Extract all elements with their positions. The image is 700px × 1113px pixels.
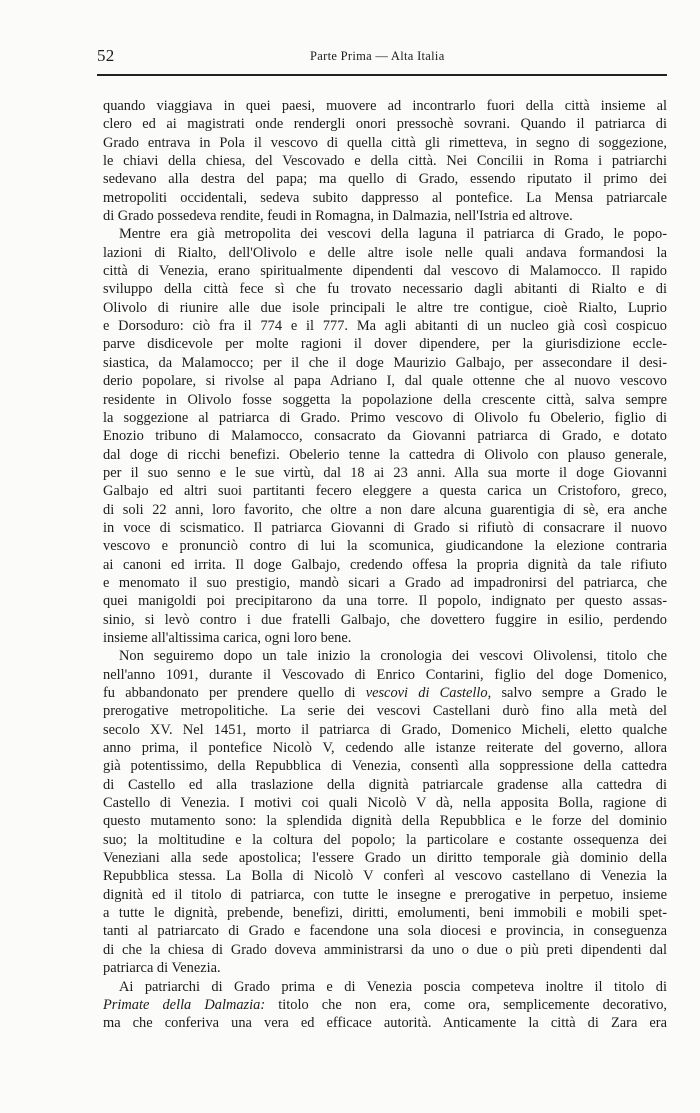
text-line: dignità ed il titolo di patriarca, con tutte le insegne e prerogative in perpetuo, insieme (103, 886, 667, 903)
text-line: Grado entrava in Pola il vescovo di quella città gli rimetteva, in segno di soggezione, (103, 134, 667, 151)
paragraph (103, 225, 667, 647)
text-line: sinio, si levò contro i due fratelli Galbajo, che dovettero fuggire in esilio, perdendo (103, 611, 667, 628)
running-head-title: Parte Prima — Alta Italia (310, 49, 445, 63)
text-line: e Dorsoduro: ciò fra il 774 e il 777. Ma agli abitanti di un nucleo già così cospicuo (103, 318, 667, 335)
text-line: e menomato il suo prestigio, mandò sicari a Grado ad impadronirsi del patriarca, che (103, 574, 667, 591)
text-line: di Castello ed alla traslazione della dignità patriarcale gradense alla cattedra di (103, 776, 667, 793)
text-fragment: titolo che non era, come ora, semplicemente decorativo, (265, 996, 667, 1013)
text-line: nell'anno 1091, durante il Vescovado di Enrico Contarini, figlio del doge Domenico, (103, 666, 667, 683)
text-line: Ai patriarchi di Grado prima e di Venezia poscia competeva inoltre il titolo di (119, 978, 667, 995)
text-line: sedevano alla destra del papa; ma quello di Grado, essendo riputato il primo dei (103, 171, 667, 188)
page-number: 52 (97, 46, 115, 65)
text-line: Galbajo ed altri suoi partitanti fecero eleggere a questa carica un Cristoforo, greco, (103, 483, 667, 500)
text-line: Non seguiremo dopo un tale inizio la cronologia dei vescovi Olivolensi, titolo che (119, 648, 667, 665)
text-line: residente in Olivolo fosse soggetta la popolazione della crescente città, salva sempre (103, 391, 667, 408)
text-line (103, 996, 667, 1014)
text-line: lazioni di Rialto, dell'Olivolo e delle altre isole nelle quali andava formandosi la (103, 244, 667, 261)
text-line: le chiavi della chiesa, del Vescovado e della città. Nei Concilii in Roma i patriarchi (103, 153, 667, 170)
text-line: vescovo e pronunciò contro di lui la scomunica, giudicandone la elezione contraria (103, 538, 667, 555)
paragraph (103, 978, 667, 1033)
text-line: quando viaggiava in quei paesi, muovere ad incontrarlo fuori della città insieme al (103, 98, 667, 114)
text-line: clero ed ai magistrati onde rendergli onori pressochè sovrani. Quando il patriarca di (103, 116, 667, 133)
text-line: Olivolo di riunire alle due isole principali le altre tre contigue, cioè Rialto, Luprio (103, 299, 667, 316)
text-line: ai canoni ed irrita. Il doge Galbajo, credendo offesa la propria dignità da tale rifiuto (103, 556, 667, 573)
text-line: a tutte le dignità, prebende, benefizi, diritti, emolumenti, beni immobili e mobili spet- (103, 905, 667, 922)
text-line: Veneziani alla sede apostolica; l'essere Grado un diritto temporale già dominio della (103, 850, 667, 867)
text-line: anno prima, il pontefice Nicolò V, cedendo alle istanze reiterate del governo, allora (103, 740, 667, 757)
text-line: Castello di Venezia. I motivi coi quali Nicolò V dà, nella apposita Bolla, ragione di (103, 795, 667, 812)
header-rule (97, 74, 667, 76)
text-line: ma che conferiva una vera ed efficace autorità. Anticamente la città di Zara era (103, 1015, 667, 1032)
text-line: città di Venezia, erano spiritualmente dipendenti dal vescovo di Malamocco. Il rapido (103, 263, 667, 280)
text-line: tanti al patriarcato di Grado e facendone una sola diocesi e provincia, in conseguenza (103, 923, 667, 940)
text-line: Mentre era già metropolita dei vescovi della laguna il patriarca di Grado, le popo- (119, 226, 667, 243)
paragraph (103, 647, 667, 977)
text-line: suo; la moltitudine e la coltura del popolo; la particolare e costante ossequenza dei (103, 831, 667, 848)
text-line: già potentissimo, della Repubblica di Venezia, consentì alla soppressione della cattedra (103, 758, 667, 775)
text-line: questo mutamento sono: la splendida dignità della Repubblica e le forze del dominio (103, 813, 667, 830)
text-line: secolo XV. Nel 1451, morto il patriarca di Grado, Domenico Micheli, eletto qualche (103, 721, 667, 738)
text-line: parve disdicevole per molte ragioni il dover dipendere, per la giurisdizione eccle- (103, 336, 667, 353)
text-line: insieme all'altissima carica, ogni loro bene. (103, 629, 352, 646)
text-line: siastica, da Malamocco; per il che il doge Maurizio Galbajo, per assecondare il desi- (103, 354, 667, 371)
text-line: patriarca di Venezia. (103, 960, 221, 977)
italic-term: vescovi di Castello (365, 685, 488, 701)
running-head (97, 44, 667, 72)
paragraph (103, 97, 667, 225)
text-line: Repubblica stessa. La Bolla di Nicolò V conferì al vescovo castellano di Venezia la (103, 868, 667, 885)
text-line: la soggezione al patriarca di Grado. Primo vescovo di Olivolo fu Obelerio, figlio di (103, 409, 667, 426)
text-line: di che la chiesa di Grado doveva amministrarsi da uno o due o più preti dipendenti dal (103, 941, 667, 958)
italic-term: Primate della Dalmazia: (103, 996, 266, 1013)
text-fragment: fu abbandonato per prendere quello di (103, 685, 356, 701)
text-line: di Grado possedeva rendite, feudi in Romagna, in Dalmazia, nell'Istria ed altrove. (103, 208, 573, 225)
text-line (103, 684, 667, 702)
text-line: prerogative metropolitiche. La serie dei vescovi Castellani durò fino alla metà del (103, 703, 667, 720)
text-line: sviluppo della città fece sì che fu trovato necessario dagli abitanti di Rialto e di (103, 281, 667, 298)
text-fragment: , salvo sempre a Grado le (487, 685, 667, 701)
text-line: metropoliti occidentali, sedeva subito dappresso al pontefice. La Mensa patriarcale (103, 189, 667, 206)
text-line: derio popolare, si rivolse al papa Adriano I, dal quale ottenne che al nuovo vescovo (103, 373, 667, 390)
text-line: quei manigoldi poi precipitarono da una torre. Il popolo, indignato per questo assas- (103, 593, 667, 610)
text-line: in voce di scismatico. Il patriarca Giovanni di Grado si rifiutò di consacrare il nuovo (103, 519, 667, 536)
text-line: per il suo senno e le sue virtù, dal 18 ai 23 anni. Alla sua morte il doge Giovanni (103, 464, 667, 481)
text-line: dal doge di ricchi benefizi. Obelerio tenne la cattedra di Olivolo con plauso generale, (103, 446, 667, 463)
body-text (103, 97, 667, 1033)
text-line: di soli 22 anni, loro favorito, che oltre a non dare alcuna guarentigia di sè, era anche (103, 501, 667, 518)
text-line: Enozio tribuno di Malamocco, consacrato da Giovanni patriarca di Grado, e dotato (103, 428, 667, 445)
